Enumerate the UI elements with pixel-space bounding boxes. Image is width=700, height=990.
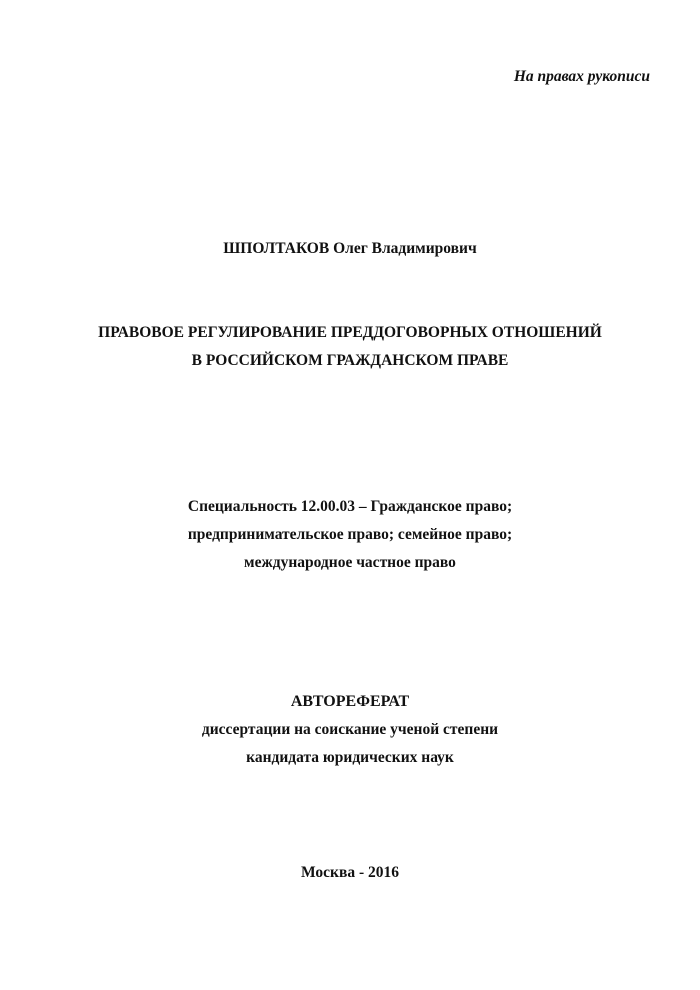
degree-line-1: диссертации на соискание ученой степени (201, 721, 499, 738)
author-name (0, 240, 700, 258)
dissertation-title-line-1: ПРАВОВОЕ РЕГУЛИРОВАНИЕ ПРЕДДОГОВОРНЫХ ОТНОШЕНИЙ (98, 324, 602, 341)
place-and-year: Москва - 2016 (300, 864, 400, 881)
specialty-line-2: предпринимательское право; семейное право; (187, 526, 513, 543)
author-given-names: Олег Владимирович (333, 240, 477, 257)
specialty-line-3: международное частное право (244, 554, 456, 571)
document-type: АВТОРЕФЕРАТ (290, 693, 410, 710)
degree-line-2: кандидата юридических наук (246, 749, 454, 766)
rights-note: На правах рукописи (513, 68, 650, 85)
specialty-line-1: Специальность 12.00.03 – Гражданское право; (187, 498, 513, 515)
dissertation-title-line-2: В РОССИЙСКОМ ГРАЖДАНСКОМ ПРАВЕ (191, 352, 509, 369)
author-surname: ШПОЛТАКОВ (223, 240, 330, 257)
